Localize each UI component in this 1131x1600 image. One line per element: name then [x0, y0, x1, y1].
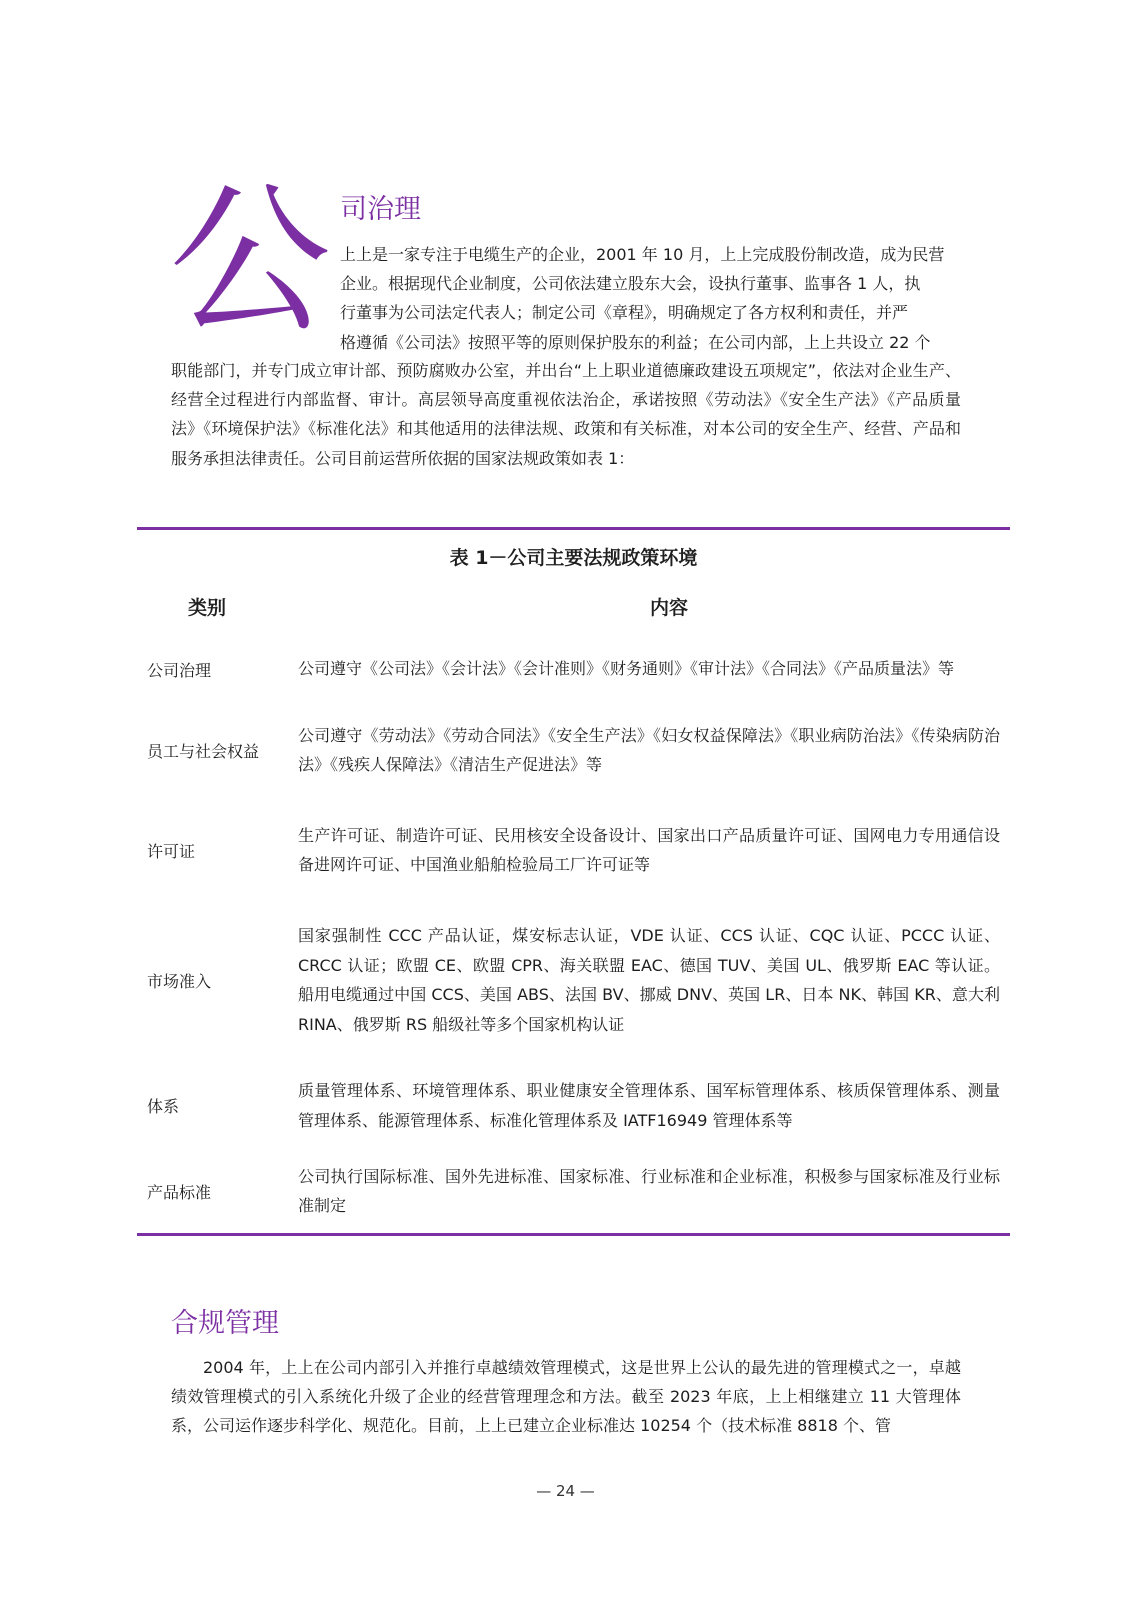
row-category: 许可证 [147, 841, 196, 861]
dropcap-letter: 公 [169, 168, 331, 356]
row-content: 国家强制性 CCC 产品认证，煤安标志认证，VDE 认证、CCS 认证、CQC 认证、PCCC 认证、CRCC 认证；欧盟 CE、欧盟 CPR、海关联盟 EAC、德国 TUV、美国 UL、俄罗斯 EAC 等认证。船用电缆通过中国 CCS、美国 ABS、法国 BV、挪威 DNV、英国 LR、日本 NK、韩国 KR、意大利 RINA、俄罗斯 RS 船级社等多个国家机构认证 [298, 926, 1000, 1034]
governance-line: 上上是一家专注于电缆生产的企业，2001 年 10 月，上上完成股份制改造，成为民营 [340, 245, 945, 264]
governance-line: 格遵循《公司法》按照平等的原则保护股东的利益；在公司内部，上上共设立 22 个 [340, 332, 931, 352]
row-content: 公司遵守《劳动法》《劳动合同法》《安全生产法》《妇女权益保障法》《职业病防治法》《传染病防治法》《残疾人保障法》《清洁生产促进法》等 [298, 725, 1000, 774]
table-row [137, 713, 1010, 787]
table-title: 表 1－公司主要法规政策环境 [449, 547, 698, 569]
table-bottom-rule [137, 1233, 1010, 1236]
row-content: 公司遵守《公司法》《会计法》《会计准则》《财务通则》《审计法》《合同法》《产品质量法》等 [298, 659, 955, 679]
table-header-category: 类别 [188, 597, 227, 619]
governance-intro-wrap [340, 240, 961, 357]
table-row [137, 1155, 1010, 1227]
section-title-compliance: 合规管理 [171, 1308, 279, 1339]
row-category: 员工与社会权益 [147, 741, 260, 761]
governance-paragraph: 职能部门，并专门成立审计部、预防腐败办公室，并出台“上上职业道德廉政建设五项规定”，依法对企业生产、经营全过程进行内部监督、审计。高层领导高度重视依法治企，承诺按照《劳动法》《安全生产法》《产品质量法》《环境保护法》《标准化法》和其他适用的法律法规、政策和有关标准，对本公司的安全生产、经营、产品和服务承担法律责任。公司目前运营所依据的国家法规政策如表 1： [171, 361, 961, 468]
row-content: 生产许可证、制造许可证、民用核安全设备设计、国家出口产品质量许可证、国网电力专用通信设备进网许可证、中国渔业船舶检验局工厂许可证等 [298, 825, 1000, 874]
section-title-governance: 司治理 [340, 194, 421, 225]
table-header-content: 内容 [650, 597, 689, 619]
row-content: 质量管理体系、环境管理体系、职业健康安全管理体系、国军标管理体系、核质保管理体系、测量管理体系、能源管理体系、标准化管理体系及 IATF16949 管理体系等 [298, 1081, 1000, 1130]
row-category: 体系 [147, 1097, 180, 1116]
governance-line: 企业。根据现代企业制度，公司依法建立股东大会，设执行董事、监事各 1 人，执 [340, 274, 921, 294]
row-category: 市场准入 [147, 971, 212, 991]
governance-line: 行董事为公司法定代表人；制定公司《章程》，明确规定了各方权利和责任，并严 [340, 303, 909, 323]
table-row [137, 1068, 1010, 1143]
compliance-paragraph: 2004 年，上上在公司内部引入并推行卓越绩效管理模式，这是世界上公认的最先进的管理模式之一，卓越绩效管理模式的引入系统化升级了企业的经营管理理念和方法。截至 2023 年底，上上相继建立 11 大管理体系，公司运作逐步科学化、规范化。目前，上上已建立企业标准达 10254 个（技术标准 8818 个、管 [171, 1358, 961, 1436]
table-row [137, 633, 1010, 705]
row-content: 公司执行国际标准、国外先进标准、国家标准、行业标准和企业标准，积极参与国家标准及行业标准制定 [298, 1166, 1000, 1215]
table-row [137, 913, 1010, 1047]
table-top-rule [137, 527, 1010, 530]
page-number: — 24 — [536, 1482, 595, 1500]
row-category: 公司治理 [147, 660, 212, 680]
table-row [137, 812, 1010, 888]
row-category: 产品标准 [147, 1182, 212, 1202]
